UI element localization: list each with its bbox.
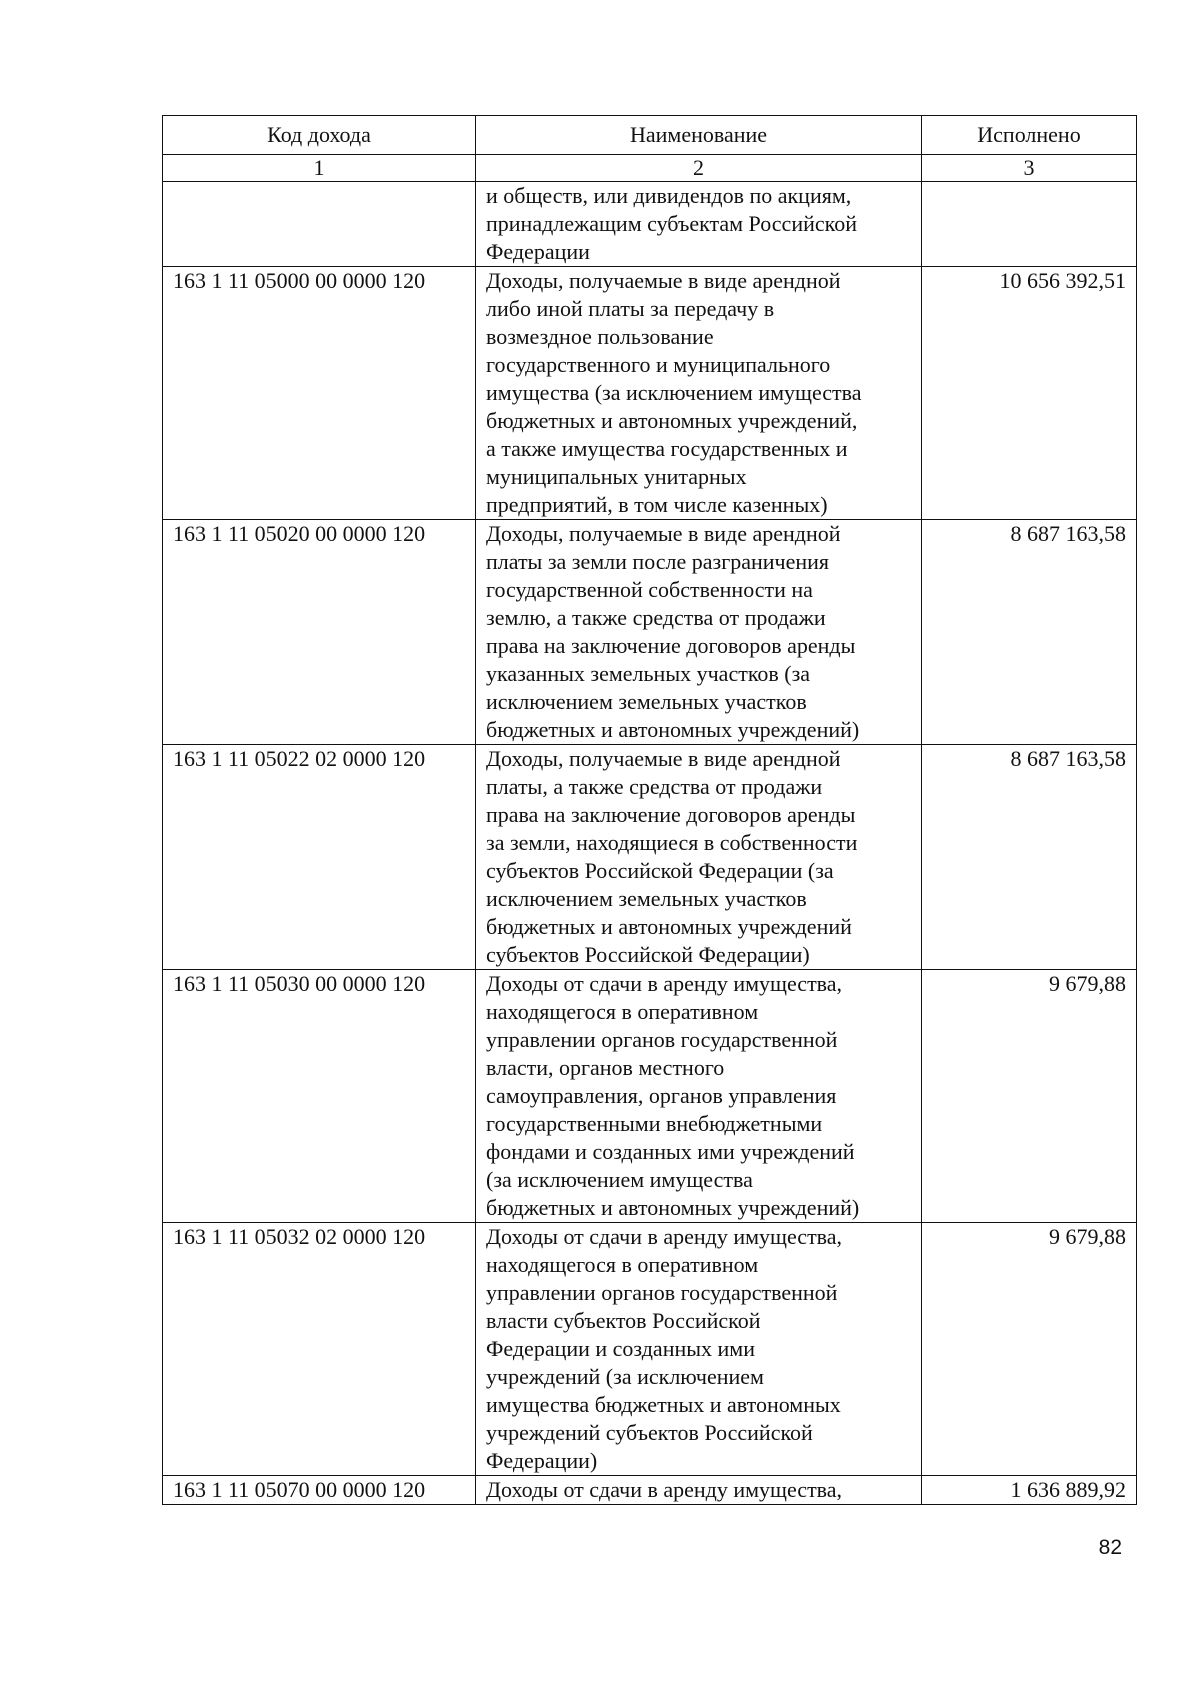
name-line: возмездное пользование	[486, 324, 714, 349]
name-line: (за исключением имущества	[486, 1167, 753, 1192]
name-line: имущества (за исключением имущества	[486, 380, 862, 405]
name-line: а также имущества государственных и	[486, 436, 848, 461]
table-row	[163, 267, 1137, 520]
name-line: государственными внебюджетными	[486, 1111, 823, 1136]
table-row	[163, 520, 1137, 745]
name-line: государственной собственности на	[486, 577, 813, 602]
name-line: находящегося в оперативном	[486, 1252, 759, 1277]
name-line: фондами и созданных ими учреждений	[486, 1139, 855, 1164]
name-line: имущества бюджетных и автономных	[486, 1392, 841, 1417]
table-row	[163, 745, 1137, 970]
name-line: указанных земельных участков (за	[486, 661, 811, 686]
executed-amount-cell: 8 687 163,58	[922, 520, 1137, 745]
name-line: Федерации и созданных ими	[486, 1336, 755, 1361]
name-cell	[476, 520, 922, 745]
name-cell	[476, 970, 922, 1223]
executed-amount-cell: 10 656 392,51	[922, 267, 1137, 520]
name-cell	[476, 1223, 922, 1476]
name-line: предприятий, в том числе казенных)	[486, 492, 828, 517]
name-line: и обществ, или дивидендов по акциям,	[486, 183, 852, 208]
name-line: Доходы, получаемые в виде арендной	[486, 268, 841, 293]
name-line: управлении органов государственной	[486, 1280, 838, 1305]
name-line: муниципальных унитарных	[486, 464, 747, 489]
name-cell	[476, 745, 922, 970]
name-line: Федерации	[486, 239, 590, 264]
name-line: бюджетных и автономных учреждений)	[486, 1195, 860, 1220]
income-code-cell: 163 1 11 05000 00 0000 120	[163, 267, 476, 520]
name-line: власти субъектов Российской	[486, 1308, 761, 1333]
executed-amount-cell: 9 679,88	[922, 1223, 1137, 1476]
name-cell	[476, 1476, 922, 1505]
name-cell	[476, 267, 922, 520]
name-line: бюджетных и автономных учреждений,	[486, 408, 858, 433]
executed-amount-cell: 8 687 163,58	[922, 745, 1137, 970]
name-line: субъектов Российской Федерации)	[486, 942, 810, 967]
name-line: права на заключение договоров аренды	[486, 802, 856, 827]
header-name: Наименование	[476, 116, 922, 155]
income-code-cell: 163 1 11 05070 00 0000 120	[163, 1476, 476, 1505]
name-line: платы, а также средства от продажи	[486, 774, 823, 799]
name-line: власти, органов местного	[486, 1055, 725, 1080]
revenue-table	[162, 115, 1137, 1505]
name-line: Доходы, получаемые в виде арендной	[486, 521, 841, 546]
name-line: платы за земли после разграничения	[486, 549, 830, 574]
table-row	[163, 970, 1137, 1223]
income-code-cell: 163 1 11 05022 02 0000 120	[163, 745, 476, 970]
name-line: учреждений (за исключением	[486, 1364, 764, 1389]
name-line: Доходы от сдачи в аренду имущества,	[486, 971, 843, 996]
column-number: 1	[163, 155, 476, 182]
name-line: исключением земельных участков	[486, 886, 807, 911]
header-executed: Исполнено	[922, 116, 1137, 155]
income-code-cell: 163 1 11 05032 02 0000 120	[163, 1223, 476, 1476]
name-line: бюджетных и автономных учреждений	[486, 914, 852, 939]
income-code-cell	[163, 182, 476, 267]
name-line: права на заключение договоров аренды	[486, 633, 856, 658]
table-header-row	[163, 116, 1137, 155]
column-number-row	[163, 155, 1137, 182]
name-line: землю, а также средства от продажи	[486, 605, 826, 630]
name-line: за земли, находящиеся в собственности	[486, 830, 858, 855]
name-line: управлении органов государственной	[486, 1027, 838, 1052]
name-line: субъектов Российской Федерации (за	[486, 858, 834, 883]
name-line: Доходы, получаемые в виде арендной	[486, 746, 841, 771]
executed-amount-cell: 1 636 889,92	[922, 1476, 1137, 1505]
income-code-cell: 163 1 11 05020 00 0000 120	[163, 520, 476, 745]
column-number: 2	[476, 155, 922, 182]
name-line: Федерации)	[486, 1448, 598, 1473]
name-line: учреждений субъектов Российской	[486, 1420, 813, 1445]
table-row	[163, 1476, 1137, 1505]
executed-amount-cell	[922, 182, 1137, 267]
income-code-cell: 163 1 11 05030 00 0000 120	[163, 970, 476, 1223]
name-line: Доходы от сдачи в аренду имущества,	[486, 1477, 843, 1502]
table-row	[163, 1223, 1137, 1476]
name-line: самоуправления, органов управления	[486, 1083, 837, 1108]
name-line: либо иной платы за передачу в	[486, 296, 775, 321]
name-line: принадлежащим субъектам Российской	[486, 211, 857, 236]
table-row	[163, 182, 1137, 267]
name-line: находящегося в оперативном	[486, 999, 759, 1024]
column-number: 3	[922, 155, 1137, 182]
page-number: 82	[1098, 1536, 1122, 1559]
name-line: бюджетных и автономных учреждений)	[486, 717, 860, 742]
name-line: государственного и муниципального	[486, 352, 831, 377]
executed-amount-cell: 9 679,88	[922, 970, 1137, 1223]
name-cell	[476, 182, 922, 267]
table-body	[163, 182, 1137, 1505]
name-line: исключением земельных участков	[486, 689, 807, 714]
name-line: Доходы от сдачи в аренду имущества,	[486, 1224, 843, 1249]
header-income-code: Код дохода	[163, 116, 476, 155]
